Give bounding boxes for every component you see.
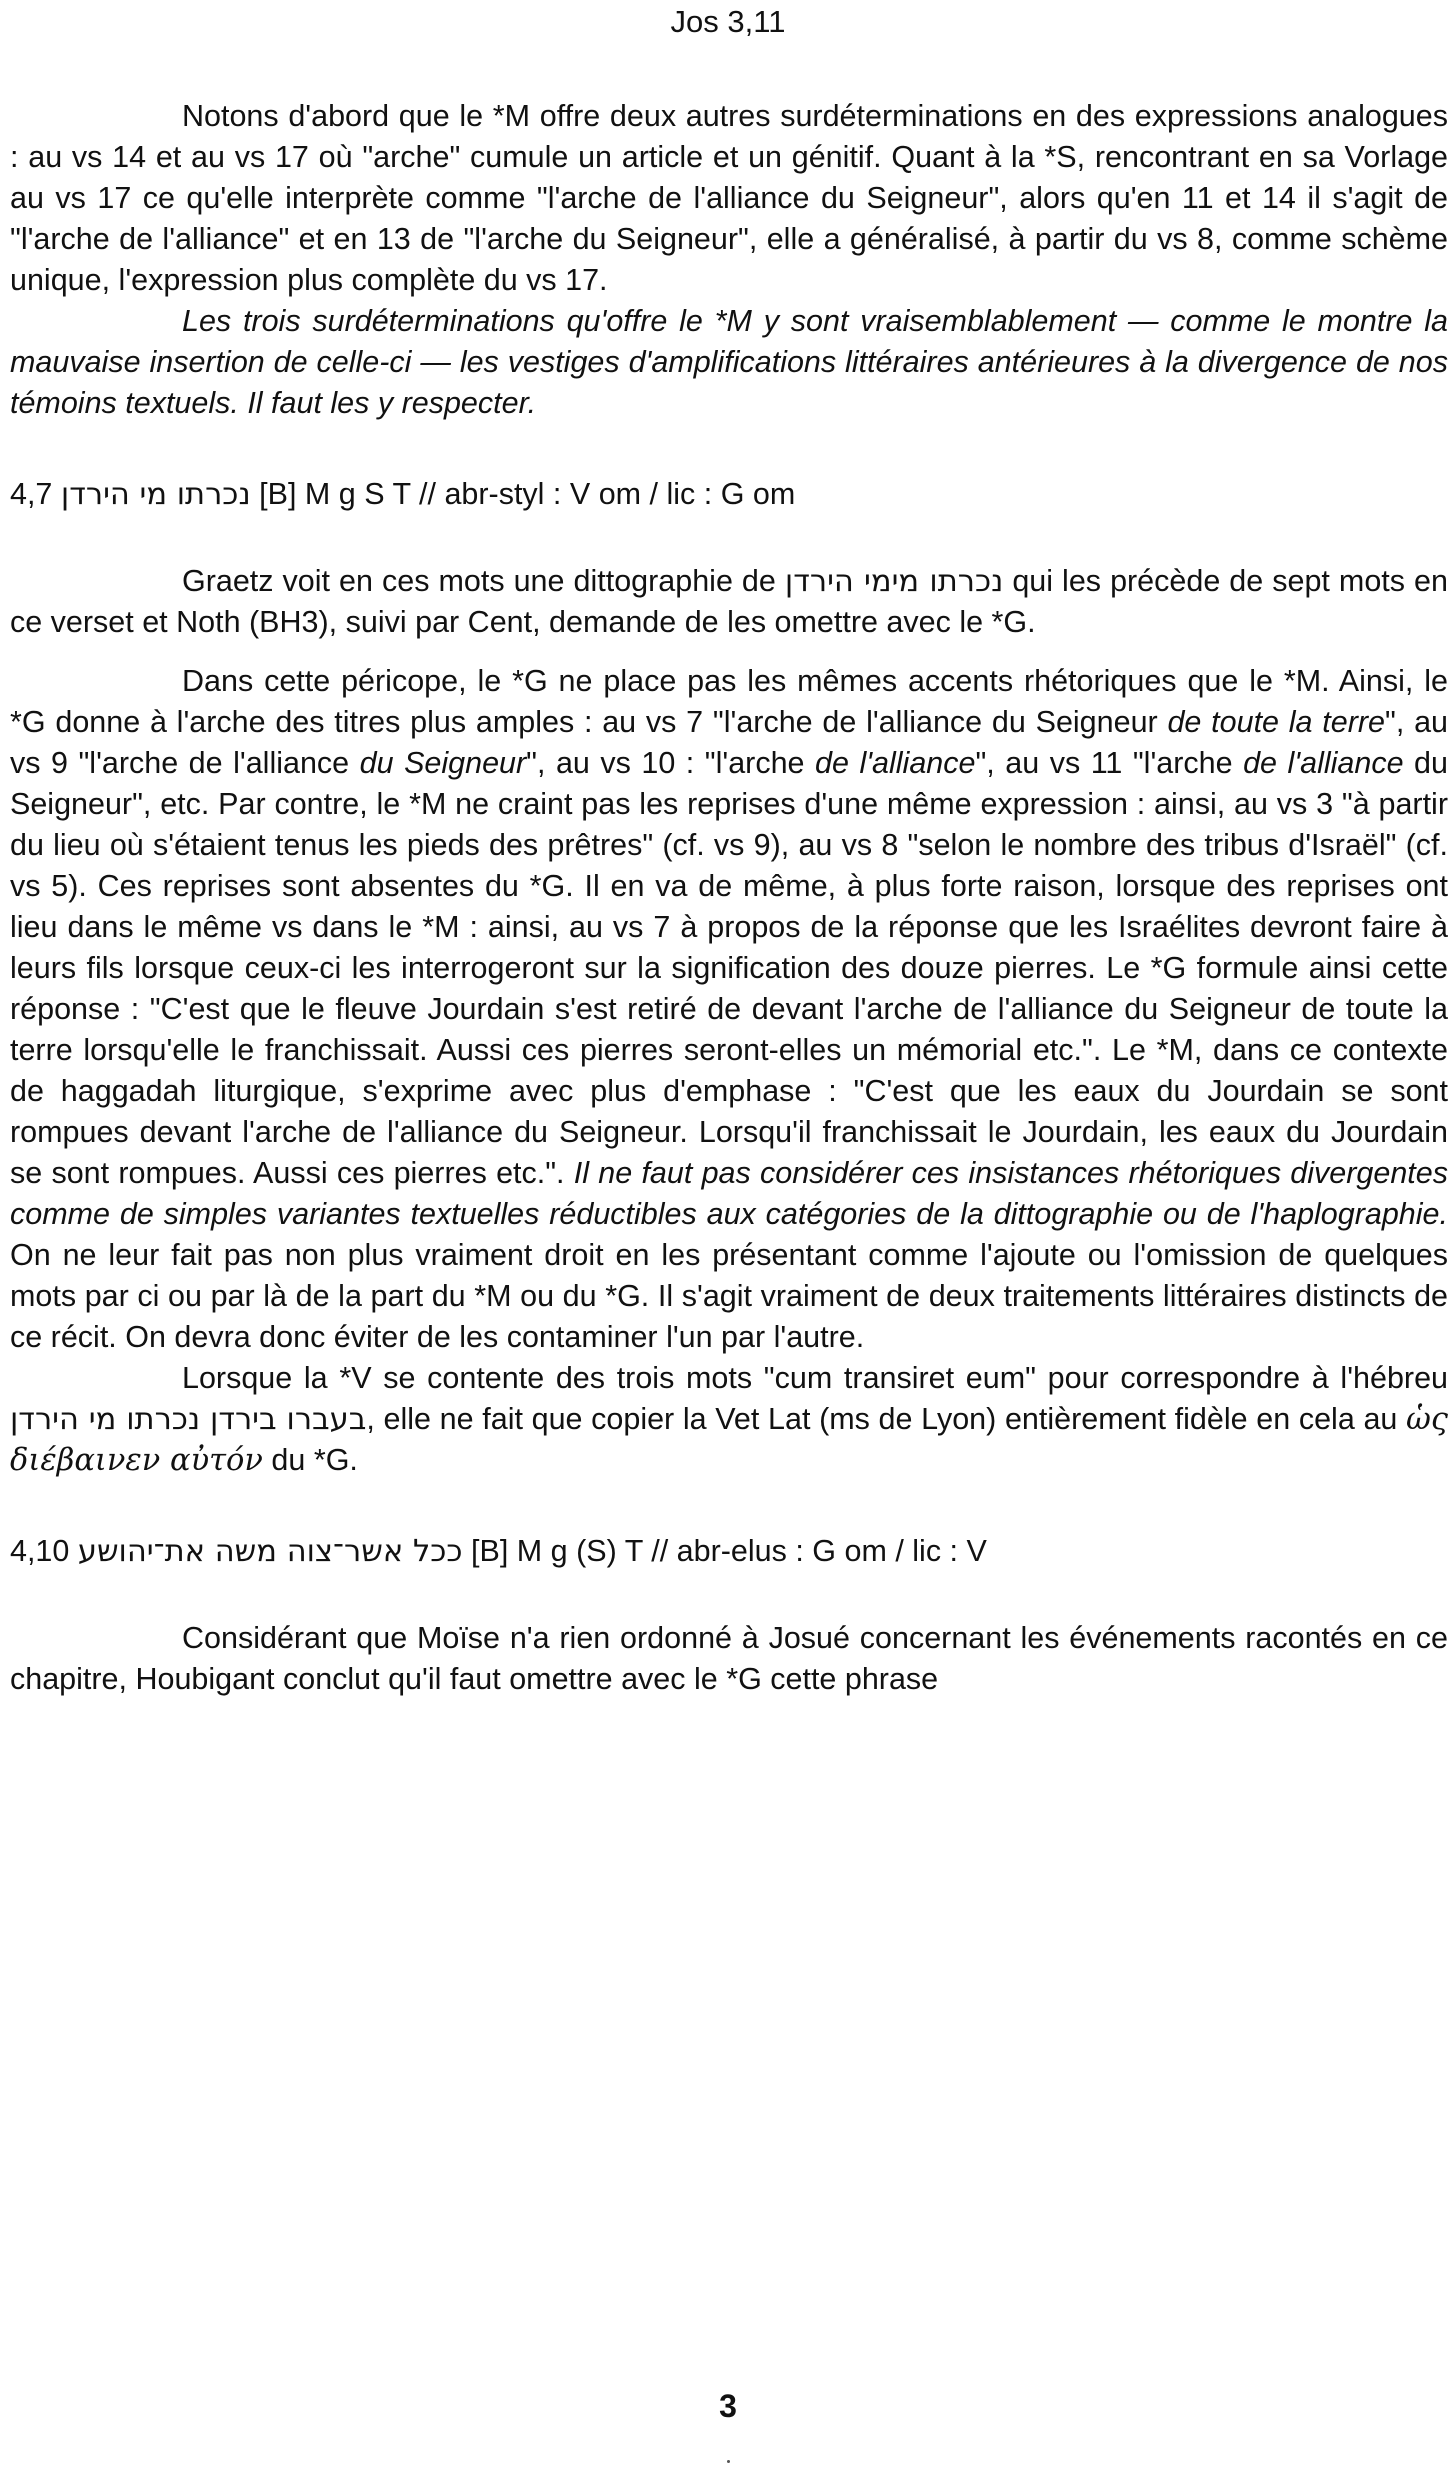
paragraph-3-part-b: qui les précède de sept mots en ce verset et Noth (BH3), suivi par Cent, demande de les omettre avec le *G.: [10, 564, 1448, 639]
paragraph-5-part-b: , elle ne fait que copier la Vet Lat (ms de Lyon) entièrement fidèle en cela au: [366, 1402, 1398, 1436]
paragraph-4-i2: du Seigneur: [359, 746, 527, 780]
paragraph-4-i3: de l'alliance: [815, 746, 976, 780]
entry-ref: 4,7: [10, 477, 53, 511]
paragraph-4-i5: Il ne faut pas considérer ces insistances rhétoriques divergentes comme de simples variantes textuelles réductibles aux catégories de la dittographie ou de l'haplographie.: [10, 1156, 1448, 1231]
paragraph-5-greek: ὡς διέβαινεν αὐτόν: [10, 1402, 1448, 1478]
entry-witnesses: [B] M g (S) T // abr-elus : G om / lic : V: [471, 1534, 987, 1568]
paragraph-5: [10, 1358, 1448, 1481]
body-text: [10, 96, 1448, 1700]
paragraph-4-s4: ", au vs 11 "l'arche: [975, 746, 1244, 780]
paragraph-1: Notons d'abord que le *M offre deux autres surdéterminations en des expressions analogues : au vs 14 et au vs 17 où "arche" cumule un article et un génitif. Quant à la *S, rencontrant en sa Vorlage au vs 17 ce qu'elle interprète comme "l'arche de l'alliance du Seigneur", alors qu'en 11 et 14 il s'agit de "l'arche de l'alliance" et en 13 de "l'arche du Seigneur", elle a généralisé, à partir du vs 8, comme schème unique, l'expression plus complète du vs 17.: [10, 99, 1448, 297]
paragraph-4-i1: de toute la terre: [1167, 705, 1385, 739]
entry-4-7: [10, 474, 1448, 515]
paragraph-3-hebrew: נכרתו מימי הירדן: [784, 564, 1004, 599]
paragraph-4-s1: Dans cette péricope, le *G ne place pas les mêmes accents rhétoriques que le *M. Ainsi, le *G donne à l'arche des titres plus amples : au vs 7 "l'arche de l'alliance du Seigneur: [10, 664, 1448, 739]
entry-hebrew: ככל אשר־צוה משה את־יהושע: [77, 1534, 463, 1569]
paragraph-4: [10, 661, 1448, 1358]
running-header: Jos 3,11: [670, 4, 786, 39]
paragraph-2-text: Les trois surdéterminations qu'offre le *M y sont vraisemblablement — comme le montre la mauvaise insertion de celle-ci — les vestiges d'amplifications littéraires antérieures à la divergence de nos témoins textuels. Il faut les y respecter.: [10, 304, 1448, 420]
scan-artifact-dot: [727, 2460, 730, 2463]
paragraph-3: [10, 561, 1448, 643]
paragraph-4-s6: On ne leur fait pas non plus vraiment droit en les présentant comme l'ajoute ou l'omission de quelques mots par ci ou par là de la part du *M ou du *G. Il s'agit vraiment de deux traitements littéraires distincts de ce récit. On devra donc éviter de les contaminer l'un par l'autre.: [10, 1238, 1448, 1354]
paragraph-2: [10, 301, 1448, 424]
paragraph-4-s3: ", au vs 10 : "l'arche: [526, 746, 816, 780]
paragraph-3-part-a: Graetz voit en ces mots une dittographie de: [182, 564, 776, 598]
paragraph-4-s5: du Seigneur", etc. Par contre, le *M ne craint pas les reprises d'une même expression : ainsi, au vs 3 "à partir du lieu où s'étaient tenus les pieds des prêtres" (cf. vs 9), au vs 8 "selon le nombre des tribus d'Israël" (cf. vs 5). Ces reprises sont absentes du *G. Il en va de même, à plus forte raison, lorsque des reprises ont lieu dans le même vs dans le *M : ainsi, au vs 7 à propos de la réponse que les Israélites devront faire à leurs fils lorsque ceux-ci les interrogeront sur la signification des douze pierres. Le *G formule ainsi cette réponse : "C'est que le fleuve Jourdain s'est retiré de devant l'arche de l'alliance du Seigneur de toute la terre lorsqu'elle le franchissait. Aussi ces pierres seront-elles un mémorial etc.". Le *M, dans ce contexte de haggadah liturgique, s'exprime avec plus d'emphase : "C'est que les eaux du Jourdain se sont rompues devant l'arche de l'alliance du Seigneur. Lorsqu'il franchissait le Jourdain, les eaux du Jourdain se sont rompues. Aussi ces pierres etc.".: [10, 746, 1448, 1190]
entry-witnesses: [B] M g S T // abr-styl : V om / lic : G om: [259, 477, 796, 511]
paragraph-5-hebrew: בעברו בירדן נכרתו מי הירדן: [10, 1402, 367, 1437]
paragraph-4-i4: de l'alliance: [1243, 746, 1404, 780]
paragraph-5-part-a: Lorsque la *V se contente des trois mots "cum transiret eum" pour correspondre à l'hébreu: [182, 1361, 1448, 1395]
page-number: 3: [719, 2388, 737, 2424]
entry-hebrew: נכרתו מי הירדן: [60, 477, 251, 512]
paragraph-5-part-c: du *G.: [271, 1443, 358, 1477]
paragraph-6: Considérant que Moïse n'a rien ordonné à Josué concernant les événements racontés en ce chapitre, Houbigant conclut qu'il faut omettre avec le *G cette phrase: [10, 1621, 1448, 1696]
paragraph-4-s2: ", au vs 9 "l'arche de l'alliance: [10, 705, 1448, 780]
entry-ref: 4,10: [10, 1534, 70, 1568]
entry-4-10: [10, 1531, 1448, 1572]
